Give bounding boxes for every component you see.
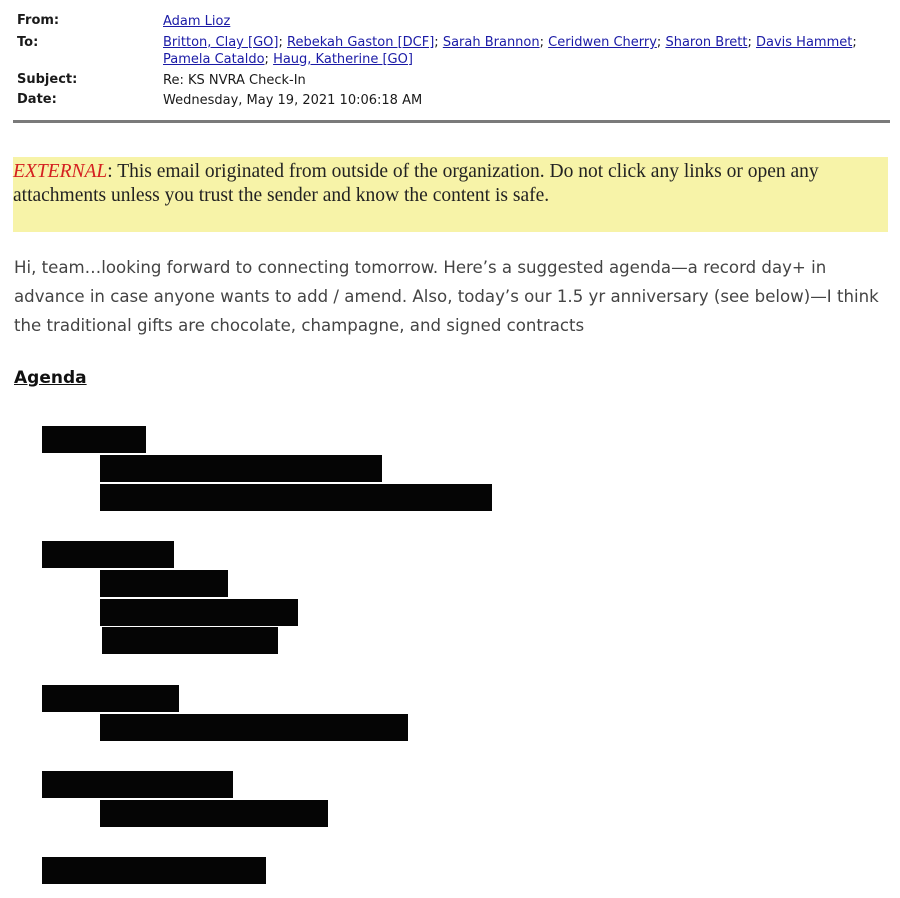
recipient-separator: ; <box>264 52 269 67</box>
recipient-link[interactable]: Haug, Katherine [GO] <box>273 52 413 67</box>
message-paragraph: Hi, team…looking forward to connecting tomorrow. Here’s a suggested agenda—a record day+ in advance in case anyone wants to add / amend. Also, today’s our 1.5 yr anniversary (see below)—I think the traditional gifts are chocolate, champagne, and signed contracts <box>14 258 879 335</box>
subject-label: Subject: <box>17 72 78 87</box>
recipient-separator: ; <box>656 35 662 50</box>
date-label: Date: <box>17 92 57 107</box>
recipient-link[interactable]: Pamela Cataldo <box>163 52 265 67</box>
recipient-link[interactable]: Rebekah Gaston [DCF] <box>287 35 435 50</box>
date-value: Wednesday, May 19, 2021 10:06:18 AM <box>163 93 423 108</box>
redaction-bar <box>100 800 328 827</box>
redaction-bar <box>42 771 233 798</box>
redaction-bar <box>42 426 146 453</box>
recipient-separator: ; <box>434 35 439 50</box>
recipient-link[interactable]: Sharon Brett <box>665 35 748 50</box>
redaction-bar <box>100 599 298 626</box>
recipient-link[interactable]: Davis Hammet <box>756 35 853 50</box>
recipient-separator: ; <box>852 35 857 50</box>
external-label: EXTERNAL <box>13 161 108 182</box>
recipient-link[interactable]: Ceridwen Cherry <box>548 35 657 50</box>
redaction-bar <box>100 714 408 741</box>
redaction-bar <box>100 484 492 511</box>
redaction-bar <box>42 541 174 568</box>
redaction-bar <box>102 627 278 654</box>
external-warning-text: : This email originated from outside of the organization. Do not click any links or open any attachments unless you trust the sender and know the content is safe. <box>13 161 819 206</box>
from-value <box>163 13 883 30</box>
message-body <box>14 253 884 340</box>
redaction-bar <box>100 455 382 482</box>
recipient-link[interactable]: Britton, Clay [GO] <box>163 35 279 50</box>
from-label: From: <box>17 13 60 28</box>
recipients-list <box>163 34 883 68</box>
agenda-heading: Agenda <box>14 368 87 388</box>
recipient-link[interactable]: Sarah Brannon <box>442 35 540 50</box>
redaction-bar <box>42 857 266 884</box>
recipient-separator: ; <box>539 35 545 50</box>
sender-link[interactable]: Adam Lioz <box>163 14 231 29</box>
recipient-separator: ; <box>747 35 752 50</box>
redaction-bar <box>42 685 179 712</box>
to-label: To: <box>17 35 39 50</box>
recipient-separator: ; <box>278 35 283 50</box>
redaction-bar <box>100 570 228 597</box>
external-warning-banner <box>13 157 888 232</box>
subject-value: Re: KS NVRA Check-In <box>163 73 306 88</box>
header-divider <box>13 120 890 123</box>
